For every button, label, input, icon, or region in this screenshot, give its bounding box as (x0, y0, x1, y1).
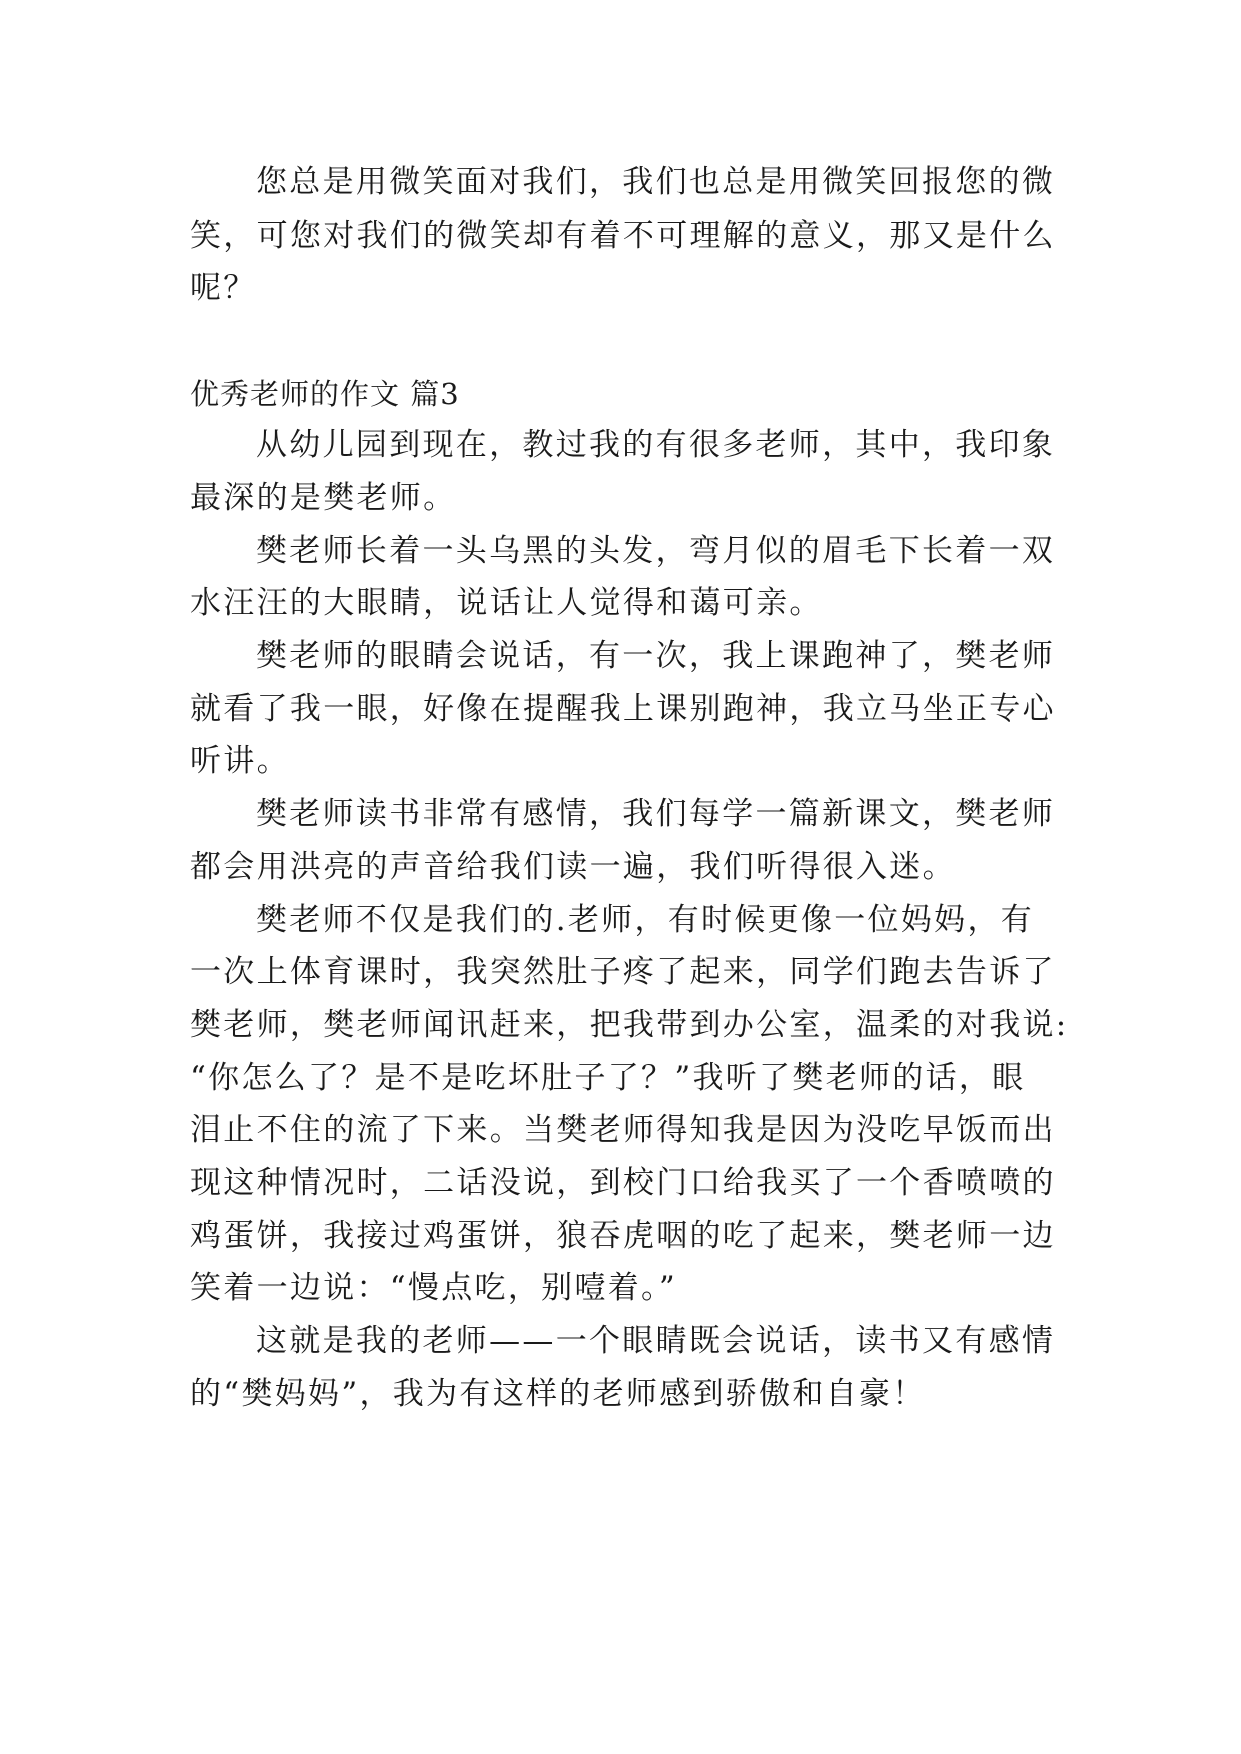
paragraph-line: “你怎么了？是不是吃坏肚子了？”我听了樊老师的话，眼 (190, 1060, 1026, 1096)
paragraph-line: 鸡蛋饼，我接过鸡蛋饼，狼吞虎咽的吃了起来，樊老师一边 (190, 1218, 1056, 1254)
paragraph-line: 笑着一边说：“慢点吃，别噎着。” (190, 1270, 677, 1306)
intro-line-2: 笑，可您对我们的微笑却有着不可理解的意义，那又是什么 (190, 218, 1056, 254)
paragraph-line: 水汪汪的大眼睛，说话让人觉得和蔼可亲。 (190, 585, 823, 621)
paragraph-line: 樊老师不仅是我们的.老师，有时候更像一位妈妈，有 (256, 902, 1035, 938)
paragraph-line: 樊老师的眼睛会说话，有一次，我上课跑神了，樊老师 (256, 638, 1056, 674)
paragraph-line: 现这种情况时，二话没说，到校门口给我买了一个香喷喷的 (190, 1165, 1056, 1201)
paragraph-line: 樊老师，樊老师闻讯赶来，把我带到办公室，温柔的对我说: (190, 1007, 1069, 1043)
paragraph-line: 都会用洪亮的声音给我们读一遍，我们听得很入迷。 (190, 849, 956, 885)
intro-line-3: 呢？ (190, 270, 257, 306)
paragraph-line: 这就是我的老师——一个眼睛既会说话，读书又有感情 (256, 1323, 1056, 1359)
paragraph-line: 最深的是樊老师。 (190, 480, 457, 516)
paragraph-line: 的“樊妈妈”，我为有这样的老师感到骄傲和自豪！ (190, 1376, 926, 1412)
paragraph-line: 泪止不住的流了下来。当樊老师得知我是因为没吃早饭而出 (190, 1112, 1056, 1148)
paragraph-line: 樊老师长着一头乌黑的头发，弯月似的眉毛下长着一双 (256, 533, 1056, 569)
paragraph-line: 从幼儿园到现在，教过我的有很多老师，其中，我印象 (256, 427, 1056, 463)
paragraph-line: 樊老师读书非常有感情，我们每学一篇新课文，樊老师 (256, 796, 1056, 832)
paragraph-line: 一次上体育课时，我突然肚子疼了起来，同学们跑去告诉了 (190, 954, 1056, 990)
paragraph-line: 听讲。 (190, 743, 290, 779)
section-heading: 优秀老师的作文 篇3 (190, 377, 460, 411)
intro-line-1: 您总是用微笑面对我们，我们也总是用微笑回报您的微 (256, 164, 1056, 200)
paragraph-line: 就看了我一眼，好像在提醒我上课别跑神，我立马坐正专心 (190, 691, 1056, 727)
